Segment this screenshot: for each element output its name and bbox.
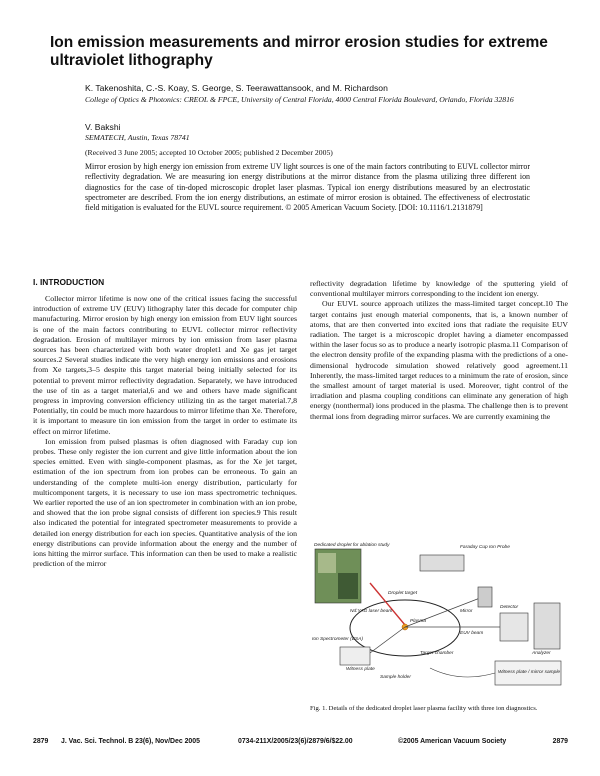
photo-detail <box>338 573 358 599</box>
figure-1 <box>310 543 568 693</box>
page-number-left: 2879 <box>33 738 49 745</box>
abstract: Mirror erosion by high energy ion emission from extreme UV light sources is one of the main factors contributing to EUVL collector mirror reflectivity degradation. We are measuring ion energy distributions at the mirror distance from the plasma utilizing three different ion diagnostics for the case of tin-doped microscopic droplet laser plasmas. Typical ion energy distributions measured by an electrostatic spectrometer are described. From the ion energy distributions, an estimate of mirror erosion is obtained. The effectiveness of electrostatic field mitigation is evaluated for the EUVL source requirement. © 2005 American Vacuum Society. [DOI: 10.1116/1.2131879] <box>85 162 530 213</box>
faraday-cup <box>420 555 464 571</box>
journal-citation: J. Vac. Sci. Technol. B 23(6), Nov/Dec 2005 <box>61 738 200 745</box>
article-code: 0734-211X/2005/23(6)/2879/6/$22.00 <box>238 738 353 745</box>
figure-label: Nd:YAG laser beam <box>350 609 393 614</box>
paragraph: Our EUVL source approach utilizes the mass-limited target concept.10 The target contains just enough material components, that is, a known number of atoms, that are then converted into excited ions that radiate the requisite EUV radiation. The target is a microscopic droplet having a diameter encompassed within the laser focus so as to produce a nearly isotropic plasma.11 Comparison of the electron density profile of the expanding plasma with the predictions of a one-dimensional hydrocode simulation showed relatively good agreement.11 Inherently, the mass-limited target reduces to a minimum the rate of erosion, since the smallest amount of target material is used. Moreover, tight control of the irradiation and plasma coupling conditions can eliminate any generation of high energy (nonthermal) ions produced in the plasma. The challenge then is to prevent thermal ions from degrading mirror surfaces. We are currently examining the <box>310 299 568 421</box>
spectrometer-box <box>500 613 528 641</box>
ion-path <box>370 627 405 653</box>
figure-label: Sample holder <box>380 675 411 680</box>
figure-label: EUV beam <box>460 631 484 636</box>
figure-label: Plasma <box>410 619 426 624</box>
paragraph: Collector mirror lifetime is now one of the critical issues facing the successful introduction of extreme UV (EUV) lithography later this decade for computer chip manufacturing. Mirror erosion by high energy ion emission from EUV light sources is one of the main factors contributing to EUVL collector mirror reflectivity degradation. Erosion of multilayer mirrors by ion emission from laser plasma sources has been characterized with both water droplet1 and Xe gas jet target sources.2 Several studies indicate the very high energy ion emissions and erosions from Xe targets,3–5 despite this target material being initially selected for its potential to prevent mirror reflectivity degradation. Separately, we have introduced the use of tin as a target material,6 and we and others have made significant progress in improving conversion efficiency utilizing tin as the target material.7,8 Potentially, tin could be much more hazardous to mirror lifetime than Xe. Therefore, it is important to measure tin ion emission from the target in order to estimate its effect on mirror lifetime. <box>33 294 297 436</box>
figure-label: Faraday Cup Ion Probe <box>460 545 510 550</box>
affiliation-1: College of Optics & Photonics: CREOL & FPCE, University of Central Florida, 4000 Central Florida Boulevard, Orlando, Florida 32816 <box>85 95 514 104</box>
esa-box <box>340 647 370 665</box>
figure-label: Droplet target <box>388 591 418 596</box>
figure-label: Ion Spectrometer (ESA) <box>312 637 363 642</box>
faraday-probe-head <box>478 587 492 607</box>
figure-label: Witness plate <box>346 667 375 672</box>
affiliation-2: SEMATECH, Austin, Texas 78741 <box>85 133 190 142</box>
right-column <box>310 279 568 422</box>
author-2: V. Bakshi <box>85 122 121 132</box>
section-heading: I. INTRODUCTION <box>33 277 105 287</box>
paragraph: Ion emission from pulsed plasmas is often diagnosed with Faraday cup ion probes. These only register the ion current and give little information about the ion species emitted. Even with single-component plasmas, as for the Xe jet target, estimation of the ion spectrum from ion probes can be erroneous. To gain an understanding of the complete multi-ion energy distribution, particularly for multicomponent targets, it is necessary to use ion mass spectrometric techniques. We earlier reported the use of an ion spectrometer in combination with an ion probe, and showed that the ion probe signal consists of different ion species.9 This result also indicated the potential for integrated spectrometer measurements to provide a detailed ion energy distribution for each ion species. Quantitative analysis of the ion energy distributions can provide information about the energy and the number of ions hitting the mirror surface. This information can then be used to make a realistic prediction of the mirror <box>33 436 297 569</box>
paper-title: Ion emission measurements and mirror erosion studies for extreme ultraviolet lithography <box>50 34 548 69</box>
figure-label: Dedicated droplet for ablation study <box>314 543 390 548</box>
figure-label: Detector <box>500 605 519 610</box>
figure-caption: Fig. 1. Details of the dedicated droplet laser plasma facility with three ion diagnostics. <box>310 705 538 712</box>
left-column <box>33 294 297 569</box>
page-number-right: 2879 <box>552 738 568 745</box>
analyzer-box <box>534 603 560 649</box>
received-dates: (Received 3 June 2005; accepted 10 October 2005; published 2 December 2005) <box>85 148 333 157</box>
copyright: ©2005 American Vacuum Society <box>398 738 507 745</box>
paragraph: reflectivity degradation lifetime by knowledge of the sputtering yield of conventional multilayer mirrors corresponding to the incident ion energy. <box>310 279 568 299</box>
photo-detail <box>318 553 336 573</box>
figure-label: Witness plate / mirror sample <box>498 670 561 675</box>
figure-label: Mirror <box>460 609 473 614</box>
figure-label: Analyzer <box>532 651 551 656</box>
connector-line <box>430 668 495 677</box>
figure-label: Target chamber <box>420 651 454 656</box>
author-list: K. Takenoshita, C.-S. Koay, S. George, S. Teerawattansook, and M. Richardson <box>85 83 388 93</box>
